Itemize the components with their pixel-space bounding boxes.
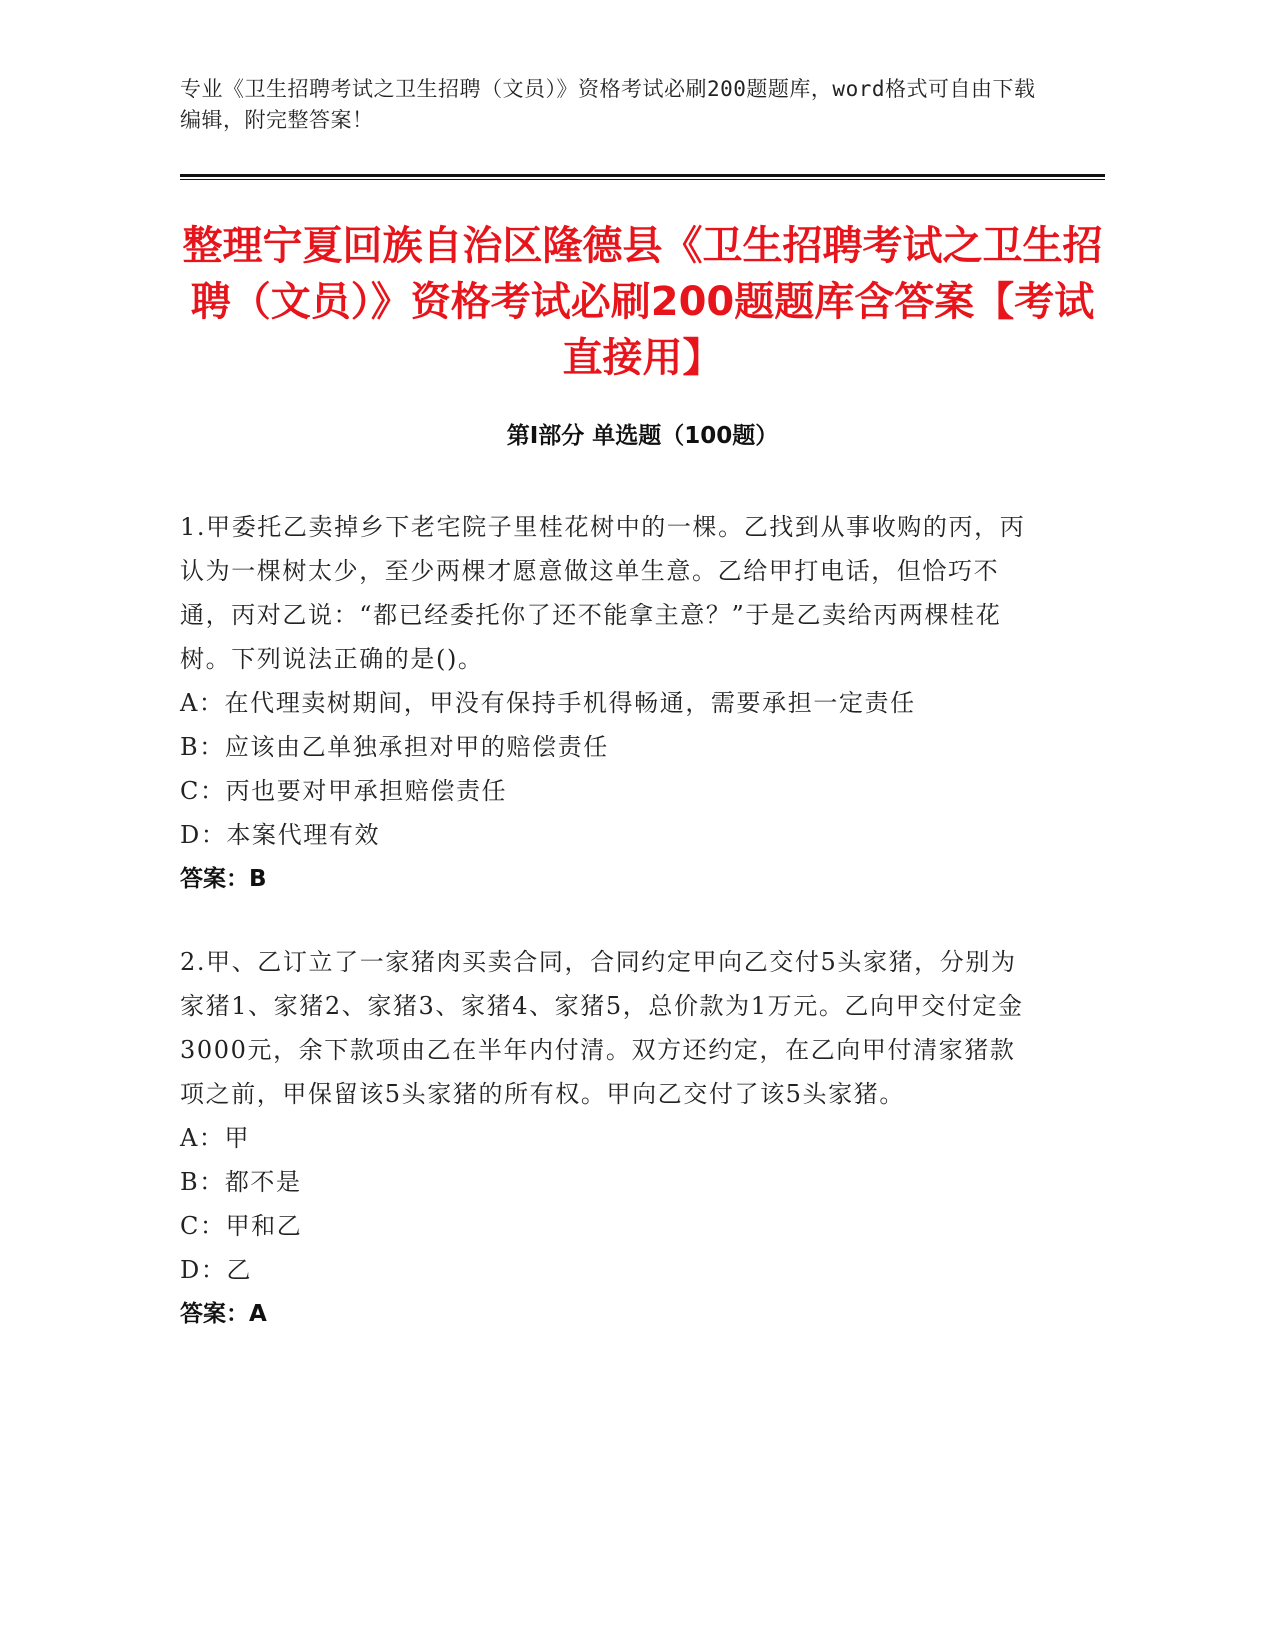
question-stem: 1.甲委托乙卖掉乡下老宅院子里桂花树中的一棵。乙找到从事收购的丙，丙认为一棵树太少，至少两棵才愿意做这单生意。乙给甲打电话，但恰巧不通，丙对乙说：“都已经委托你了还不能拿主意？”于是乙卖给丙两棵桂花树。下列说法正确的是()。 (180, 513, 1026, 673)
header-note: 专业《卫生招聘考试之卫生招聘（文员）》资格考试必刷200题题库，word格式可自由下载编辑，附完整答案！ (180, 77, 1036, 132)
question-item (180, 505, 1040, 901)
option-c: C：甲和乙 (180, 1212, 303, 1240)
document-title: 整理宁夏回族自治区隆德县《卫生招聘考试之卫生招聘（文员）》资格考试必刷200题题库含答案【考试直接用】 (182, 223, 1103, 381)
option-b: B：应该由乙单独承担对甲的赔偿责任 (180, 733, 609, 761)
section-heading: 第Ⅰ部分 单选题（100题） (506, 423, 779, 449)
option-b: B：都不是 (180, 1168, 302, 1196)
answer-label: 答案：A (180, 1301, 267, 1327)
option-a: A：在代理卖树期间，甲没有保持手机得畅通，需要承担一定责任 (180, 689, 916, 717)
answer-label: 答案：B (180, 866, 267, 892)
question-item (180, 940, 1040, 1336)
option-d: D：本案代理有效 (180, 821, 381, 849)
option-d: D：乙 (180, 1256, 253, 1284)
header-divider-thick (180, 174, 1105, 177)
option-c: C：丙也要对甲承担赔偿责任 (180, 777, 508, 805)
question-stem: 2.甲、乙订立了一家猪肉买卖合同，合同约定甲向乙交付5头家猪，分别为家猪1、家猪2、家猪3、家猪4、家猪5，总价款为1万元。乙向甲交付定金3000元，余下款项由乙在半年内付清。双方还约定，在乙向甲付清家猪款项之前，甲保留该5头家猪的所有权。甲向乙交付了该5头家猪。 (180, 948, 1024, 1108)
header-divider-thin (180, 179, 1105, 180)
option-a: A：甲 (180, 1124, 251, 1152)
